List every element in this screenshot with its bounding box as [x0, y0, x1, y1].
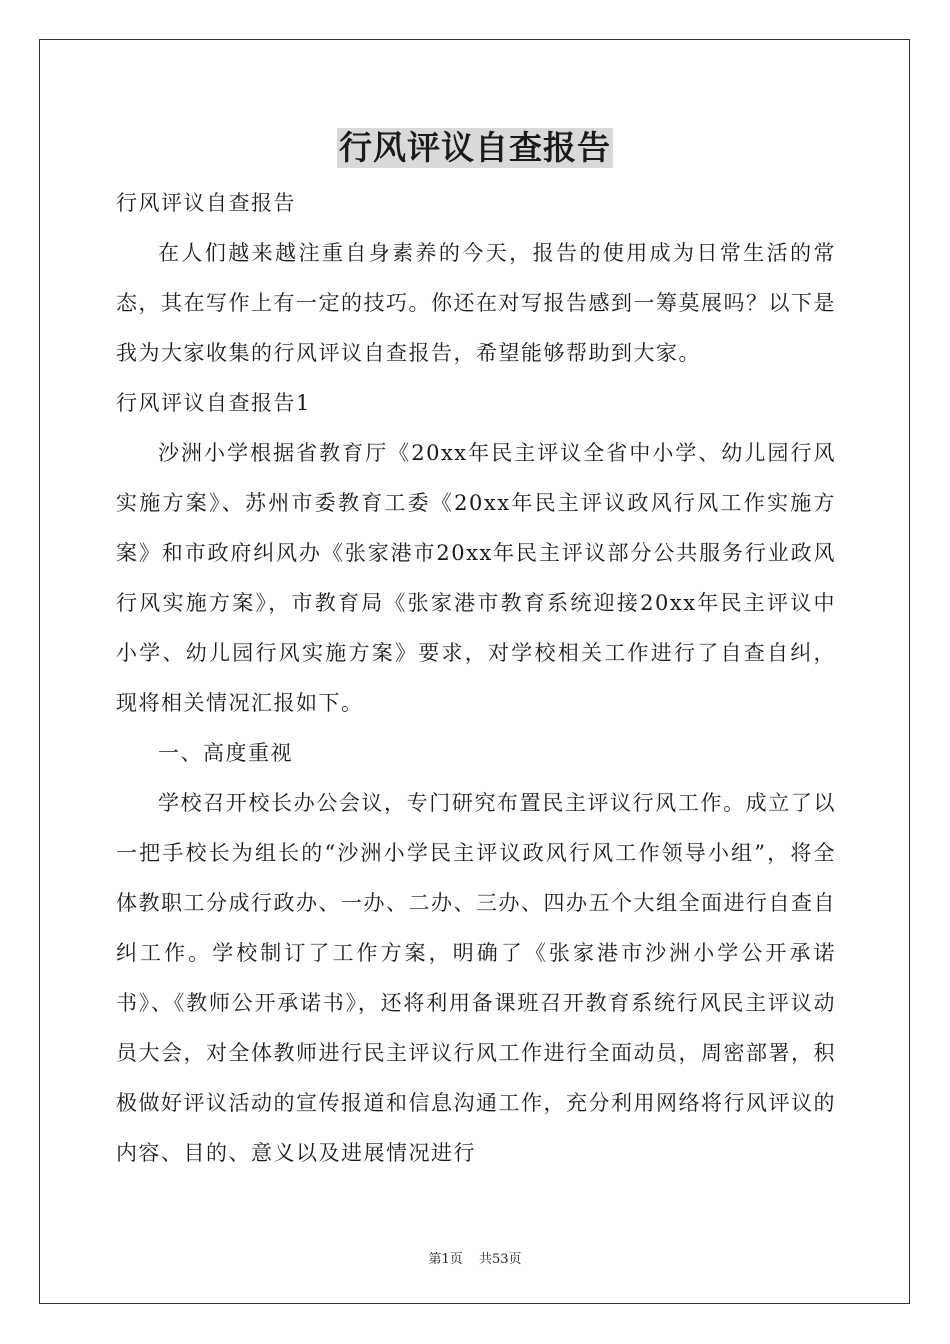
page-footer [0, 1248, 950, 1267]
page-total: 共53页 [478, 1252, 522, 1267]
page-number: 第1页 [428, 1252, 463, 1267]
paragraph: 在人们越来越注重自身素养的今天，报告的使用成为日常生活的常态，其在写作上有一定的技巧。你还在对写报告感到一筹莫展吗？以下是我为大家收集的行风评议自查报告，希望能够帮助到大家。 [116, 241, 836, 365]
document-title: 行风评议自查报告 [339, 128, 611, 167]
title-container [0, 128, 950, 168]
paragraph: 沙洲小学根据省教育厅《20xx年民主评议全省中小学、幼儿园行风实施方案》、苏州市委教育工委《20xx年民主评议政风行风工作实施方案》和市政府纠风办《张家港市20xx年民主评议部分公共服务行业政风行风实施方案》，市教育局《张家港市教育系统迎接20xx年民主评议中小学、幼儿园行风实施方案》要求，对学校相关工作进行了自查自纠， 现将相关情况汇报如下。 [116, 441, 836, 715]
paragraph: 行风评议自查报告 [116, 191, 296, 215]
section-heading: 一、高度重视 [158, 741, 293, 765]
paragraph: 行风评议自查报告1 [116, 391, 311, 415]
document-body [116, 178, 836, 1178]
paragraph: 学校召开校长办公会议，专门研究布置民主评议行风工作。成立了以一把手校长为组长的“沙洲小学民主评议政风行风工作领导小组”，将全体教职工分成行政办、一办、二办、三办、四办五个大组全面进行自查自纠工作。学校制订了工作方案，明确了《张家港市沙洲小学公开承诺书》、《教师公开承诺书》，还将利用备课班召开教育系统行风民主评议动员大会，对全体教师进行民主评议行风工作进行全面动员，周密部署，积极做好评议活动的宣传报道和信息沟通工作，充分利用网络将行风评议的内容、目的、意义以及进展情况进行 [116, 791, 836, 1165]
